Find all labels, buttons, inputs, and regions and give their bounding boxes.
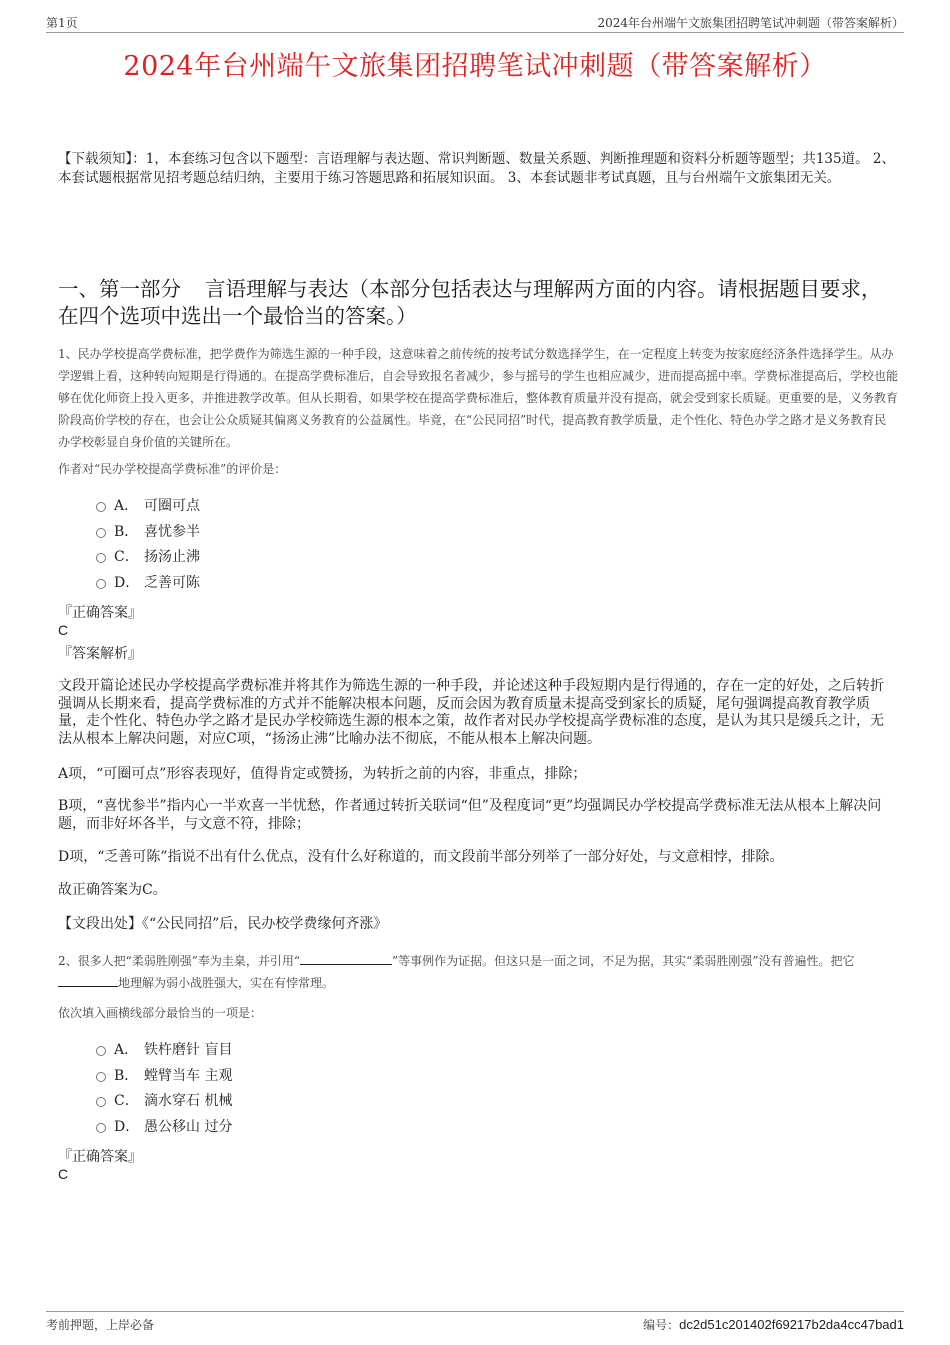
page-header [46,14,904,33]
q1-note-b: B项，“喜忧参半”指内心一半欢喜一半忧愁，作者通过转折关联词“但”及程度词“更”均强调民办学校提高学费标准无法从根本上解决问题，而非好坏各半，与文意不符，排除； [58,798,882,832]
q2-passage: 2、很多人把“柔弱胜刚强”奉为圭臬，并引用“ ”等事例作为证据。但这只是一面之词，不足为据，其实“柔弱胜刚强”没有普遍性。把它地理解为弱小战胜强大，实在有悖常理。 [58,954,855,990]
radio-icon[interactable] [96,1072,106,1082]
q2-question: 依次填入画横线部分最恰当的一项是： [58,1006,263,1020]
q1-answer: C [58,622,69,638]
download-notice: 【下载须知】：1，本套练习包含以下题型：言语理解与表达题、常识判断题、数量关系题、判断推理题和资料分析题等题型；共135道。 2、本套试题根据常见招考题总结归纳，主要用于练习答题思路和拓展知识面。 3、本套试题非考试真题，且与台州端午文旅集团无关。 [58,151,895,186]
q1-option-a[interactable]: A． 可圈可点 [96,494,496,520]
q2-option-b[interactable]: B． 螳臂当车 主观 [96,1064,496,1090]
radio-icon[interactable] [96,1046,106,1056]
radio-icon[interactable] [96,528,106,538]
radio-icon[interactable] [96,1123,106,1133]
q1-conclusion: 故正确答案为C。 [58,882,167,898]
q1-analysis-label: 『答案解析』 [58,646,142,662]
header-doc-title: 2024年台州端午文旅集团招聘笔试冲刺题（带答案解析） [597,16,904,30]
q1-question: 作者对“民办学校提高学费标准”的评价是： [58,462,287,476]
page-footer [46,1311,904,1332]
section-label: 一、第一部分 [58,277,181,301]
q2-answer-label: 『正确答案』 [58,1149,142,1165]
q1-answer-label: 『正确答案』 [58,605,142,621]
radio-icon[interactable] [96,553,106,563]
q2-options [96,1038,496,1140]
page-number: 第1页 [46,16,78,30]
section-text: 言语理解与表达（本部分包括表达与理解两方面的内容。请根据题目要求，在四个选项中选出一个最恰当的答案。） [58,277,882,328]
fill-blank-1[interactable] [300,952,392,965]
q1-analysis: 文段开篇论述民办学校提高学费标准并将其作为筛选生源的一种手段，并论述这种手段短期内是行得通的，存在一定的好处，之后转折强调从长期来看，提高学费标准的方式并不能解决根本问题，反而会因为教育质量未提高受到家长的质疑，尾句强调提高教育教学质量，走个性化、特色办学之路才是民办学校筛选生源的根本之策，故作者对民办学校提高学费标准的态度，是认为其只是缓兵之计，无法从根本上解决问题，对应C项，“扬汤止沸”比喻办法不彻底，不能从根本上解决问题。 [58,678,884,747]
footer-slogan: 考前押题，上岸必备 [46,1318,155,1332]
q1-option-c[interactable]: C． 扬汤止沸 [96,545,496,571]
q2-option-d[interactable]: D． 愚公移山 过分 [96,1115,496,1141]
radio-icon[interactable] [96,502,106,512]
q2-answer: C [58,1166,69,1182]
footer-code: 编号：dc2d51c201402f69217b2da4cc47bad1 [643,1317,904,1332]
q2-option-c[interactable]: C． 滴水穿石 机械 [96,1089,496,1115]
q1-passage: 1、民办学校提高学费标准，把学费作为筛选生源的一种手段，这意味着之前传统的按考试分数选择学生，在一定程度上转变为按家庭经济条件选择学生。从办学逻辑上看，这种转向短期是行得通的。在提高学费标准后，自会导致报名者减少，参与摇号的学生也相应减少，进而提高摇中率。学费标准提高后，学校也能够在优化师资上投入更多，并推进教学改革。但从长期看，如果学校在提高学费标准后，整体教育质量并没有提高，就会受到家长质疑。更重要的是，义务教育阶段高价学校的存在，也会让公众质疑其偏离义务教育的公益属性。毕竟，在“公民同招”时代，提高教育教学质量，走个性化、特色办学之路才是义务教育民办学校彰显自身价值的关键所在。 [58,347,899,449]
q1-options [96,494,496,596]
document-title: 2024年台州端午文旅集团招聘笔试冲刺题（带答案解析） [123,51,827,82]
section-heading [58,276,898,330]
radio-icon[interactable] [96,579,106,589]
radio-icon[interactable] [96,1097,106,1107]
q2-option-a[interactable]: A． 铁杵磨针 盲目 [96,1038,496,1064]
q1-option-b[interactable]: B． 喜忧参半 [96,520,496,546]
q1-source: 【文段出处】《“公民同招”后，民办校学费缘何齐涨》 [58,916,388,932]
q1-note-d: D项，“乏善可陈”指说不出有什么优点，没有什么好称道的，而文段前半部分列举了一部分好处，与文意相悖，排除。 [58,849,784,865]
q1-note-a: A项，“可圈可点”形容表现好，值得肯定或赞扬，为转折之前的内容，非重点，排除； [58,766,587,782]
q1-option-d[interactable]: D． 乏善可陈 [96,571,496,597]
fill-blank-2[interactable] [58,974,118,987]
